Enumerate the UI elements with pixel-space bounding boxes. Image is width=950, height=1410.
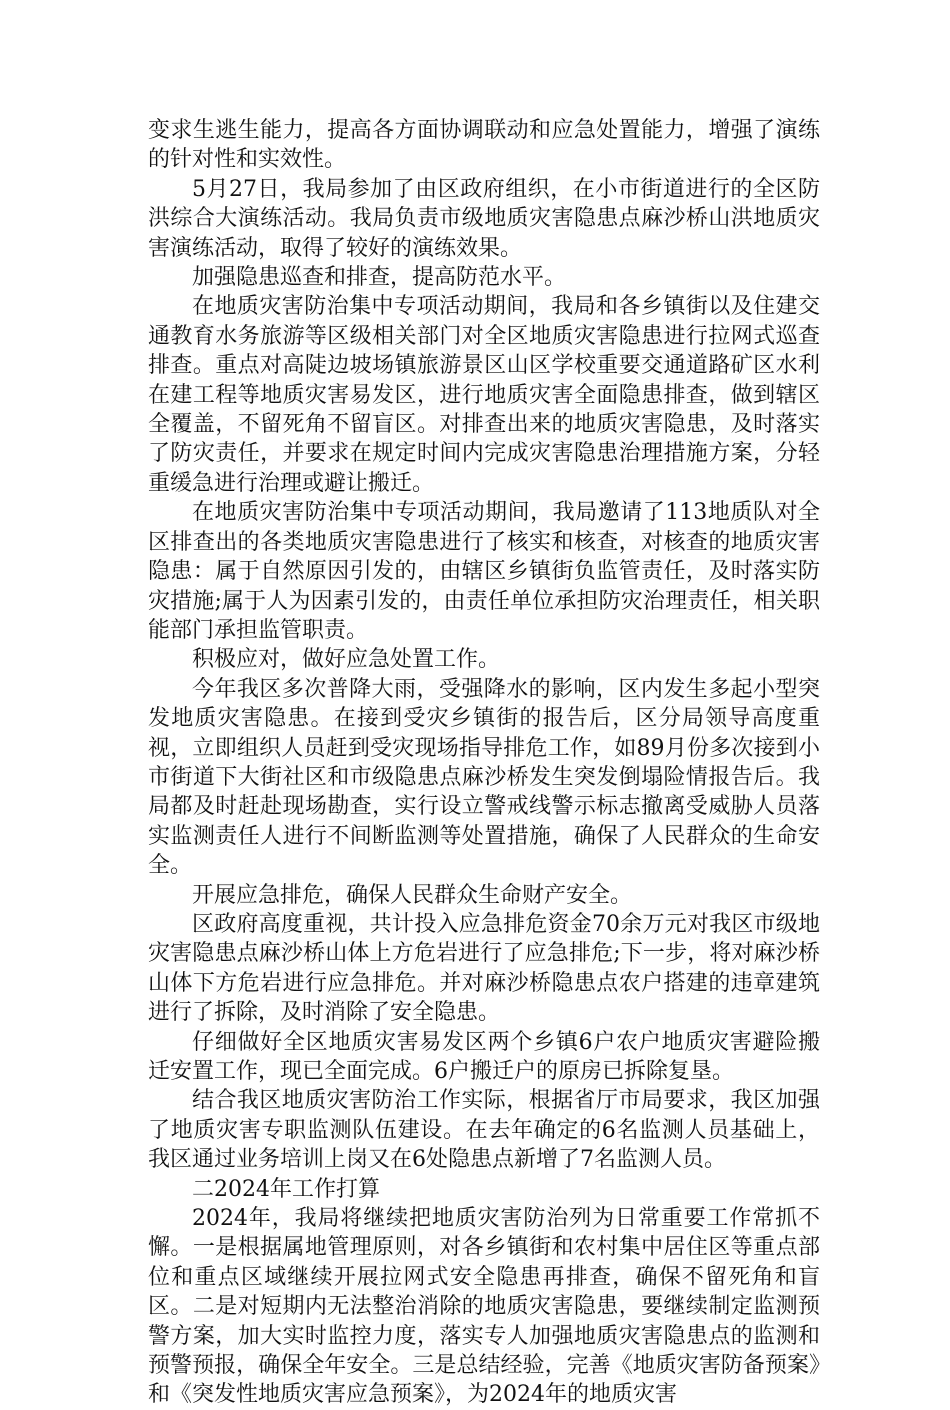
paragraph-5: 在地质灾害防治集中专项活动期间，我局邀请了113地质队对全区排查出的各类地质灾害隐患进行了核实和核查，对核查的地质灾害隐患：属于自然原因引发的，由辖区乡镇街负监管责任，及时落实防灾措施;属于人为因素引发的，由责任单位承担防灾治理责任，相关职能部门承担监管职责。 bbox=[148, 500, 820, 643]
section-heading-hazard-inspection: 加强隐患巡查和排查，提高防范水平。 bbox=[192, 265, 567, 291]
paragraph-13: 2024年，我局将继续把地质灾害防治列为日常重要工作常抓不懈。一是根据属地管理原则，对各乡镇街和农村集中居住区等重点部位和重点区域继续开展拉网式安全隐患再排查，确保不留死角和盲区。二是对短期内无法整治消除的地质灾害隐患，要继续制定监测预警方案，加大实时监控力度，落实专人加强地质灾害隐患点的监测和预警预报，确保全年安全。三是总结经验，完善《地质灾害防备预案》和《突发性地质灾害应急预案》，为2024年的地质灾害 bbox=[148, 1206, 820, 1408]
paragraph-9: 区政府高度重视，共计投入应急排危资金70余万元对我区市级地灾害隐患点麻沙桥山体上方危岩进行了应急排危;下一步，将对麻沙桥山体下方危岩进行应急排危。并对麻沙桥隐患点农户搭建的违章建筑进行了拆除，及时消除了安全隐患。 bbox=[148, 911, 820, 1026]
paragraph-11: 结合我区地质灾害防治工作实际，根据省厅市局要求，我区加强了地质灾害专职监测队伍建设。在去年确定的6名监测人员基础上，我区通过业务培训上岗又在6处隐患点新增了7名监测人员。 bbox=[148, 1088, 820, 1173]
section-heading-2024-plan: 二2024年工作打算 bbox=[192, 1176, 380, 1202]
paragraph-1: 变求生逃生能力，提高各方面协调联动和应急处置能力，增强了演练的针对性和实效性。 bbox=[148, 118, 820, 173]
section-heading-danger-removal: 开展应急排危，确保人民群众生命财产安全。 bbox=[192, 882, 633, 908]
paragraph-2: 5月27日，我局参加了由区政府组织，在小市街道进行的全区防洪综合大演练活动。我局负责市级地质灾害隐患点麻沙桥山洪地质灾害演练活动，取得了较好的演练效果。 bbox=[148, 176, 820, 261]
document-body bbox=[148, 116, 820, 1410]
section-heading-emergency-response: 积极应对，做好应急处置工作。 bbox=[192, 647, 501, 673]
paragraph-4: 在地质灾害防治集中专项活动期间，我局和各乡镇街以及住建交通教育水务旅游等区级相关部门对全区地质灾害隐患进行拉网式巡查排查。重点对高陡边坡场镇旅游景区山区学校重要交通道路矿区水利在建工程等地质灾害易发区，进行地质灾害全面隐患排查，做到辖区全覆盖，不留死角不留盲区。对排查出来的地质灾害隐患，及时落实了防灾责任，并要求在规定时间内完成灾害隐患治理措施方案，分轻重缓急进行治理或避让搬迁。 bbox=[148, 294, 820, 496]
paragraph-7: 今年我区多次普降大雨，受强降水的影响，区内发生多起小型突发地质灾害隐患。在接到受灾乡镇街的报告后，区分局领导高度重视，立即组织人员赶到受灾现场指导排危工作，如89月份多次接到小市街道下大街社区和市级隐患点麻沙桥发生突发倒塌险情报告后。我局都及时赶赴现场勘查，实行设立警戒线警示标志撤离受威胁人员落实监测责任人进行不间断监测等处置措施，确保了人民群众的生命安全。 bbox=[148, 676, 820, 879]
paragraph-10: 仔细做好全区地质灾害易发区两个乡镇6户农户地质灾害避险搬迁安置工作，现已全面完成。6户搬迁户的原房已拆除复垦。 bbox=[148, 1029, 820, 1084]
